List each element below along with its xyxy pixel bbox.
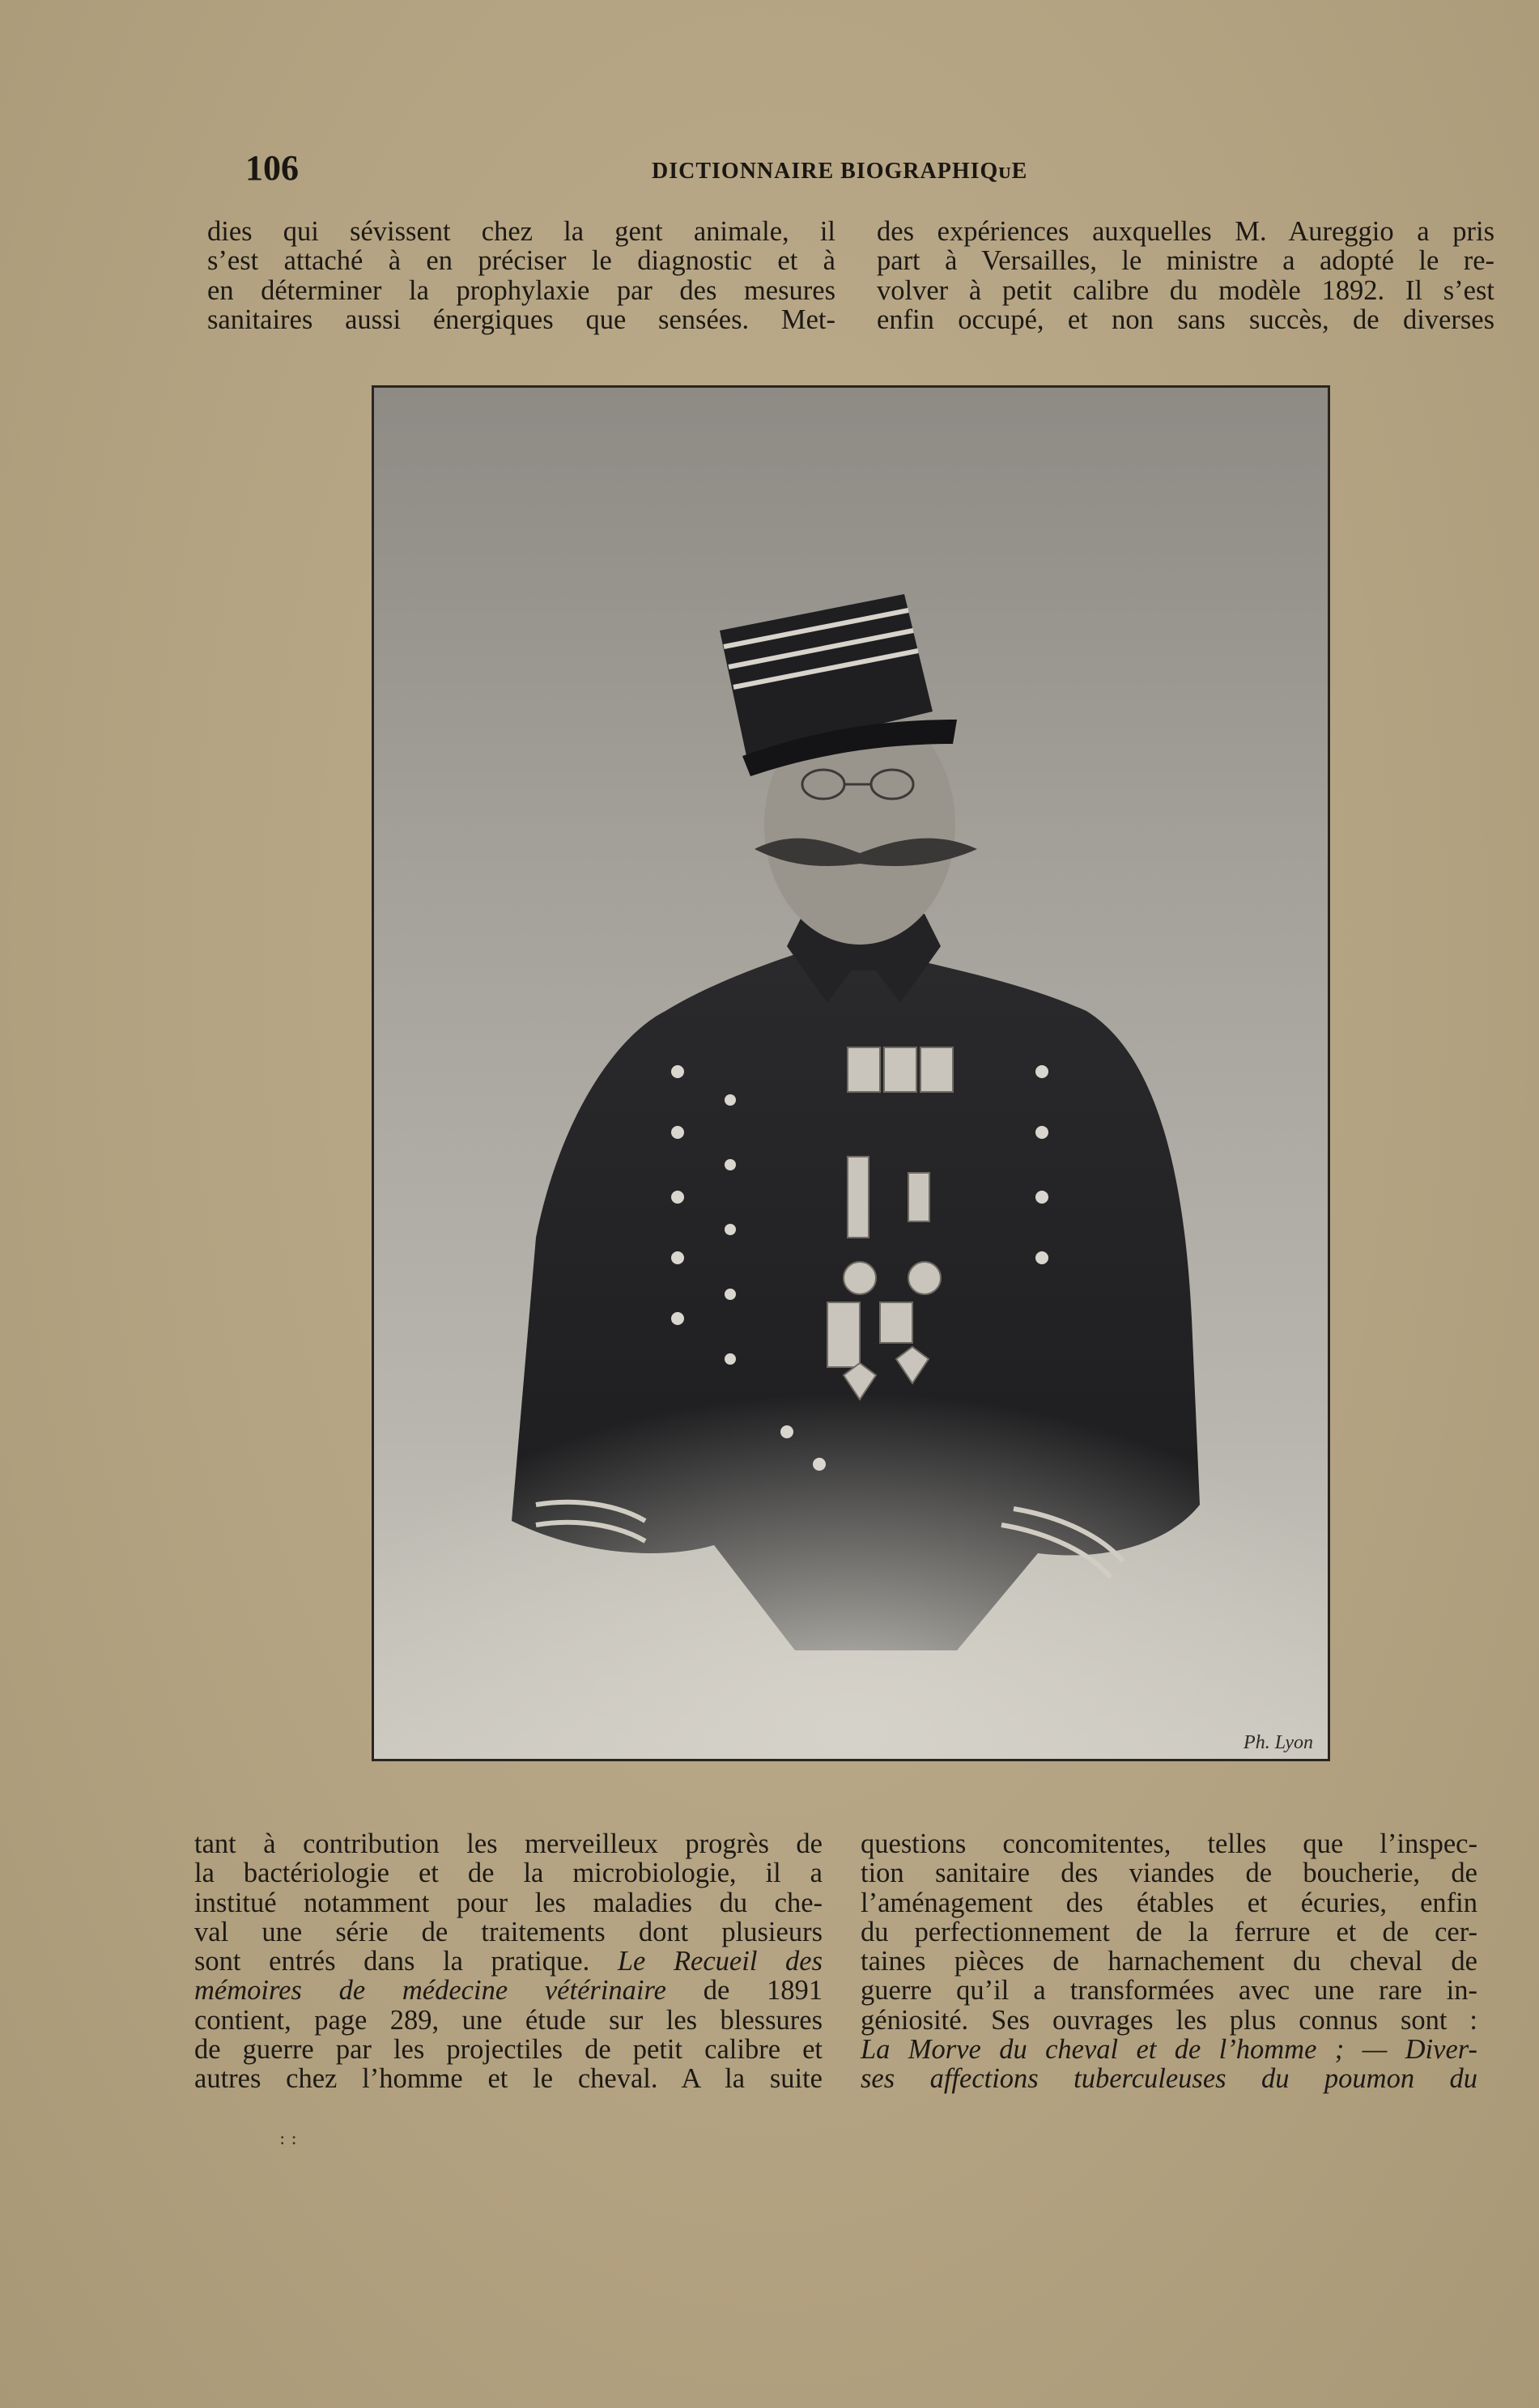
- text-line: guerre qu’il a transformées avec une rare in-: [861, 1975, 1477, 2007]
- text-line: questions concomitentes, telles que l’inspec-: [861, 1828, 1477, 1859]
- text-line: sanitaires aussi énergiques que sensées. Met-: [207, 304, 835, 335]
- text-segment: de 1891: [703, 1975, 823, 2007]
- text-segment: sont entrés dans la pratique.: [194, 1946, 590, 1977]
- text-line: tant à contribution les merveilleux progrès de: [194, 1828, 823, 1859]
- text-line: du perfectionnement de la ferrure et de cer-: [861, 1916, 1477, 1947]
- text-line: la bactériologie et de la microbiologie, il a: [194, 1858, 823, 1889]
- running-title: DICTIONNAIRE BIOGRAPHIQᴜE: [652, 159, 1028, 184]
- text-column-top-right: [877, 217, 1494, 334]
- text-line: taines pièces de harnachement du cheval de: [861, 1946, 1477, 1977]
- text-line: institué notamment pour les maladies du che-: [194, 1887, 823, 1918]
- text-line: géniosité. Ses ouvrages les plus connus sont :: [861, 2004, 1477, 2036]
- portrait-photo: [372, 385, 1330, 1761]
- portrait-illustration: [374, 388, 1328, 1759]
- text-line: l’aménagement des étables et écuries, enfin: [861, 1887, 1477, 1918]
- text-line: [194, 1976, 823, 2005]
- text-line: val une série de traitements dont plusieurs: [194, 1916, 823, 1947]
- text-line: autres chez l’homme et le cheval. A la suite: [194, 2063, 823, 2095]
- text-line: La Morve du cheval et de l’homme ; — Diver-: [861, 2034, 1477, 2066]
- print-speck: : :: [279, 2129, 297, 2149]
- text-line: contient, page 289, une étude sur les blessures: [194, 2004, 823, 2036]
- text-line: enfin occupé, et non sans succès, de diverses: [877, 304, 1494, 335]
- text-column-bottom-left: [194, 1829, 823, 2094]
- title-italic: Le Recueil des: [617, 1946, 823, 1977]
- text-line: volver à petit calibre du modèle 1892. Il s’est: [877, 274, 1494, 306]
- text-line: [194, 1947, 823, 1976]
- title-italic: mémoires de médecine vétérinaire: [194, 1975, 666, 2007]
- text-line: dies qui sévissent chez la gent animale, il: [207, 216, 835, 247]
- photographer-signature: Ph. Lyon: [1244, 1732, 1313, 1753]
- text-line: part à Versailles, le ministre a adopté le re-: [877, 245, 1494, 277]
- text-column-top-left: [207, 217, 835, 334]
- text-line: s’est attaché à en préciser le diagnostic et à: [207, 245, 835, 277]
- text-line: tion sanitaire des viandes de boucherie, de: [861, 1858, 1477, 1889]
- text-line: ses affections tuberculeuses du poumon du: [861, 2063, 1477, 2095]
- text-line: de guerre par les projectiles de petit calibre et: [194, 2034, 823, 2066]
- text-line: des expériences auxquelles M. Aureggio a pris: [877, 216, 1494, 247]
- text-column-bottom-right: [861, 1829, 1477, 2094]
- text-line: en déterminer la prophylaxie par des mesures: [207, 274, 835, 306]
- page-number: 106: [245, 148, 299, 188]
